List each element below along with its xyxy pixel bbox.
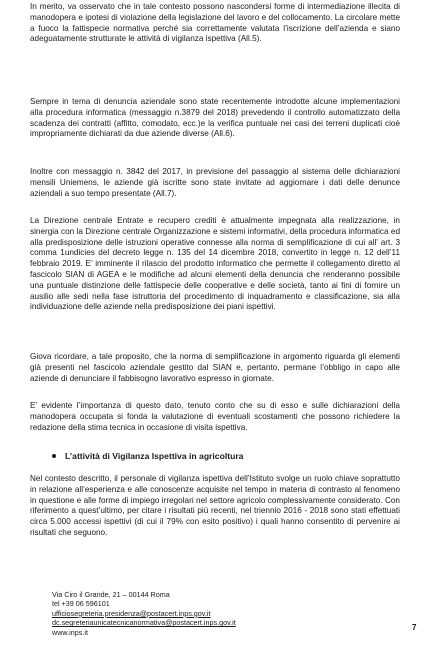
footer-website-link[interactable]: www.inps.it [52, 627, 88, 637]
paragraph-norma-semplificazione: Giova ricordare, a tale proposito, che la norma di semplificazione in argomento riguarda gli elementi già presenti nel fascicolo aziendale gestito dal SIAN e, pertanto, permane l’obbligo in capo alle aziende di denunciare il fabbisogno lavorativo espresso in giornate. [30, 352, 400, 383]
footer-phone: tel +39 06 596101 [52, 599, 110, 609]
footer-email-segreteria-link[interactable]: dc.segreteriaunicatecnicanormativa@postacert.inps.gov.it [52, 618, 236, 628]
paragraph-direzione-centrale: La Direzione centrale Entrate e recupero crediti è attualmente impegnata alla realizzazione, in sinergia con la Direzione centrale Organizzazione e sistemi informativi, della procedura informatica ed alla predisposizione delle istruzioni operative connesse alla norma di semplificazione di cui all’ art. 3 comma 1undicies del decreto legge n. 135 del 14 dicembre 2018, convertito in legge n. 12 dell’11 febbraio 2019. E’ imminente il rilascio del prodotto informatico che permette il collegamento diretto al fascicolo SIAN di AGEA e le modifiche ad alcuni elementi della denuncia che renderanno possibile una puntuale distinzione delle fattispecie delle cooperative e delle società, tanto ai fini di fornire un ausilio alle sedi nella fase istruttoria del procedimento di inquadramento e classificazione, sia alla individuazione delle aziende nella predisposizione dei piani ispettivi. [30, 216, 400, 312]
paragraph-uniemens: Inoltre con messaggio n. 3842 del 2017, in previsione del passaggio al sistema delle dichiarazioni mensili Uniemens, le aziende già iscritte sono state invitate ad aggiornare i dati delle denunce aziendali a suo tempo presentate (All.7). [30, 167, 400, 198]
bullet-icon [52, 454, 56, 458]
document-footer [52, 590, 236, 637]
footer-email-presidenza-link[interactable]: ufficiosegreteria.presidenza@postacert.inps.gov.it [52, 608, 211, 618]
section-heading-row [52, 451, 243, 461]
paragraph-importanza-dato: E’ evidente l’importanza di questo dato, tenuto conto che su di esso e sulle dichiarazioni della manodopera occupata si fonda la valutazione di eventuali scostamenti che possono richiedere la redazione della stima tecnica in occasione di visita ispettiva. [30, 401, 400, 432]
page-number: 7 [412, 623, 417, 632]
paragraph-intermediazione: In merito, va osservato che in tale contesto possono nascondersi forme di intermediazione illecita di manodopera e ipotesi di violazione della legislazione del lavoro e del collocamento. La circolare mette a fuoco la fattispecie normativa perché sia correttamente valutata l’iscrizione dell’azienda e siano adeguatamente strutturate le attività di vigilanza ispettiva (All.5). [30, 2, 400, 44]
paragraph-vigilanza-ispettiva: Nel contesto descritto, il personale di vigilanza ispettiva dell’Istituto svolge un ruolo chiave soprattutto in relazione all’esperienza e alle conoscenze acquisite nel tempo in materia di contrasto al fenomeno in questione e alle forme di impiego irregolari nel settore agricolo complessivamente considerato. Con riferimento a quest’ultimo, per citare i risultati più recenti, nel triennio 2016 - 2018 sono stati effettuati circa 5.000 accessi ispettivi (di cui il 79% con esito positivo) i quali hanno consentito di pervenire ai risultati che seguono. [30, 474, 400, 537]
section-heading: L’attività di Vigilanza Ispettiva in agricoltura [65, 451, 244, 461]
footer-address: Via Ciro il Grande, 21 – 00144 Roma [52, 590, 170, 599]
paragraph-denuncia-aziendale: Sempre in tema di denuncia aziendale sono state recentemente introdotte alcune implementazioni alla procedura informatica (messaggio n.3879 del 2018) prevedendo il controllo automatizzato della scadenza dei contratti (affitto, comodato, ecc.)e la verifica puntuale nei casi dei terreni duplicati cioè impropriamente dichiarati da due aziende diverse (All.6). [30, 97, 400, 139]
